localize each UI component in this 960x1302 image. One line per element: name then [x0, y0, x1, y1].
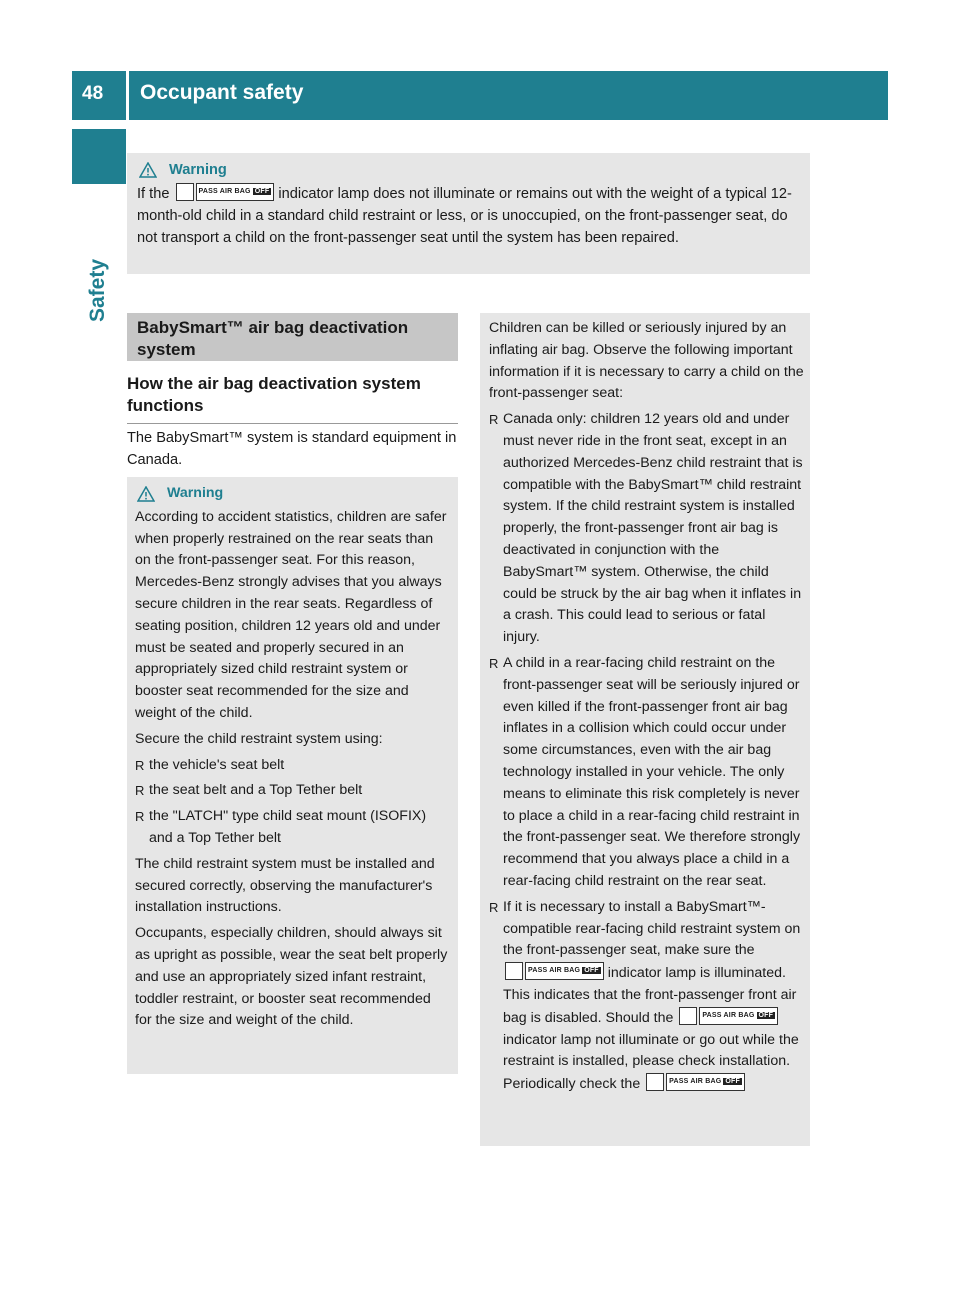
- seated-child-icon: [646, 1073, 664, 1091]
- warning-triangle-icon: [139, 162, 157, 178]
- airbag-indicator: [677, 1007, 778, 1025]
- airbag-indicator: [644, 1073, 745, 1091]
- warning-heading: Warning: [135, 483, 450, 505]
- top-warning-text: If the PASS AIR BAG OFF indicator lamp does not illuminate or remains out with the weight of a typical 12-month-old child in a standard child restraint or less, or is unoccupied, on the front-passenger seat, do not transport a child on the front-passenger seat until the system has been repaired.: [137, 183, 800, 249]
- warning-heading: Warning: [137, 159, 800, 181]
- pass-airbag-off-icon: PASS AIR BAG OFF: [525, 962, 604, 980]
- header-divider: [126, 71, 129, 120]
- list-item: R the vehicle's seat belt: [135, 755, 450, 777]
- page-number: 48: [82, 83, 104, 104]
- seated-child-icon: [176, 183, 194, 201]
- list-item: R A child in a rear-facing child restraint on the front-passenger seat will be seriously injured or even killed if the front-passenger front air bag inflates in a collision which could occur under some circumstances, even with the air bag technology installed in your vehicle. The only means to eliminate this risk completely is never to place a child in a rear-facing child restraint in the front-passenger seat. We therefore strongly recommend that you always place a child in a rear-facing child restraint on the rear seat.: [489, 653, 804, 893]
- section-heading: BabySmart™ air bag deactivation system: [127, 313, 458, 361]
- list-item: R Canada only: children 12 years old and under must never ride in the front seat, except in an authorized Mercedes-Benz child restraint that is compatible with the BabySmart™ child restraint system. If the child restraint system is installed properly, the front-passenger front air bag is deactivated in conjunction with the BabySmart™ system. Otherwise, the child could be struck by the air bag when it inflates in a crash. This could lead to serious or fatal injury.: [489, 409, 804, 649]
- pass-airbag-off-icon: PASS AIR BAG OFF: [196, 183, 275, 201]
- list-item: R the "LATCH" type child seat mount (ISOFIX) and a Top Tether belt: [135, 806, 450, 850]
- side-tab-block: [72, 129, 126, 184]
- bullet-list: [135, 755, 450, 850]
- warning-paragraph: According to accident statistics, children are safer when properly restrained on the rear seats than on the front-passenger seat. For this reason, Mercedes-Benz strongly advises that you always secure children in the rear seats. Regardless of seating position, children 12 years old and under must be seated and properly secured in an appropriately sized child restraint system or booster seat recommended for the size and weight of the child.: [135, 508, 447, 721]
- airbag-indicator: [174, 183, 275, 201]
- seated-child-icon: [679, 1007, 697, 1025]
- right-warning-box: [480, 313, 810, 1146]
- warning-paragraph: Occupants, especially children, should always sit as upright as possible, wear the seat belt properly and use an appropriately sized infant restraint, toddler restraint, or booster seat recommended for the size and weight of the child.: [135, 925, 448, 1029]
- pass-airbag-off-icon: PASS AIR BAG OFF: [699, 1007, 778, 1025]
- top-warning-box: [127, 153, 810, 274]
- bullet-list: [489, 409, 804, 1096]
- airbag-indicator: [503, 962, 604, 980]
- list-item: R the seat belt and a Top Tether belt: [135, 780, 450, 802]
- list-item: R If it is necessary to install a BabySmart™-compatible rear-facing child restraint system on the front-passenger seat, make sure the PASS AIR BAG OFF indicator lamp is illuminated. This indicates that the front-passenger front air bag is disabled. Should the PASS AIR BAG OFF indicator lamp not illuminate or go out while the restraint is installed, please check installation. Periodically check the PASS AIR BAG OFF: [489, 897, 804, 1096]
- intro-text: The BabySmart™ system is standard equipment in Canada.: [127, 430, 457, 468]
- seated-child-icon: [505, 962, 523, 980]
- page-header: [72, 71, 888, 120]
- page-title: Occupant safety: [140, 81, 304, 104]
- warning-paragraph: The child restraint system must be installed and secured correctly, observing the manufacturer's installation instructions.: [135, 855, 435, 916]
- subsection-heading: How the air bag deactivation system functions: [127, 373, 458, 424]
- warning-paragraph: Secure the child restraint system using:: [135, 730, 383, 747]
- warning-triangle-icon: [137, 486, 155, 502]
- warning-paragraph: Children can be killed or seriously injured by an inflating air bag. Observe the following important information if it is necessary to carry a child on the front-passenger seat:: [489, 320, 804, 402]
- pass-airbag-off-icon: PASS AIR BAG OFF: [666, 1073, 745, 1091]
- side-tab-label: Safety: [86, 258, 109, 322]
- left-warning-box: [127, 477, 458, 1074]
